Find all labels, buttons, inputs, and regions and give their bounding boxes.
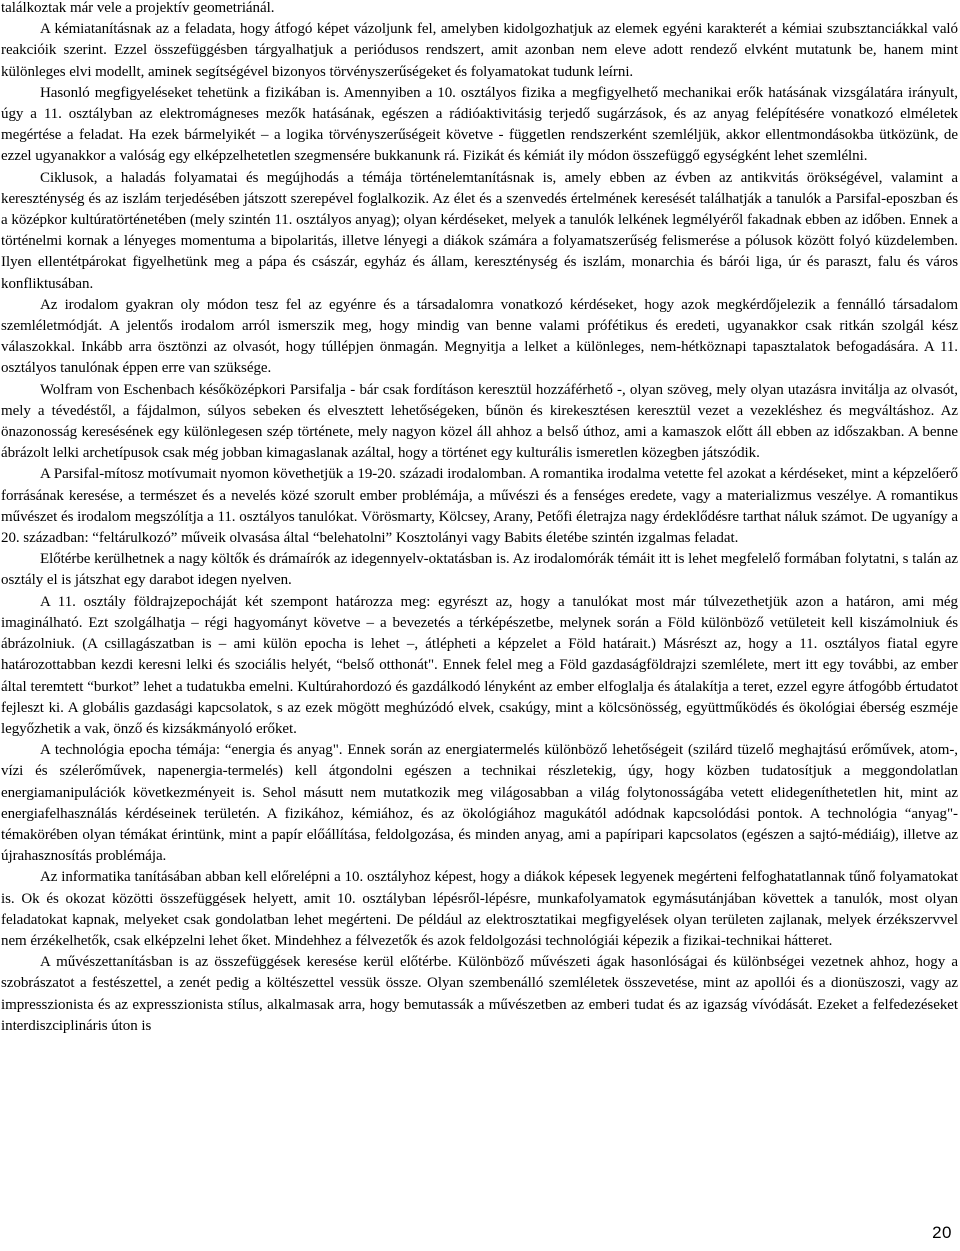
- paragraph-foreign-language: Előtérbe kerülhetnek a nagy költők és drámaírók az idegennyelv-oktatásban is. Az irodalomórák témáit itt is lehet megfelelő formában folytatni, s talán az osztály el is játszhat egy darabot idegen nyelven.: [1, 551, 958, 589]
- paragraph-literature: Az irodalom gyakran oly módon tesz fel az egyénre és a társadalomra vonatkozó kérdéseket, hogy azok megkérdőjelezik a fennálló társadalom szemléletmódját. A jelentős irodalom arról ismerszik meg, hogy mindig van benne valami prófétikus és eredeti, ugyanakkor csak ritkán szolgál kész válaszokkal. Inkább arra ösztönzi az olvasót, hogy túllépjen önmagán. Megnyitja a lelket a különleges, nem-hétköznapi tapasztalatok befogadására. A 11. osztályos tanulónak éppen erre van szüksége.: [1, 296, 958, 377]
- paragraph-chemistry: A kémiatanításnak az a feladata, hogy átfogó képet vázoljunk fel, amelyben kidolgozhatjuk az elemek egyéni karakterét a kémiai szubsztanciákkal való reakcióik szerint. Ezzel összefüggésben tárgyalhatjuk a periódusos rendszert, amit azonban nem eleve adott rendező elvként mutatunk be, hanem mint különleges elvi modellt, aminek segítségével bizonyos törvényszerűségeket és folyamatokat tudunk leírni.: [1, 21, 958, 80]
- paragraph-history: Ciklusok, a haladás folyamatai és megújhodás a témája történelemtanításnak is, amely ebben az évben az antikvitás örökségével, valamint a kereszténység és az iszlám terjedésében játszott szerepével foglalkozik. Az élet és a szenvedés értelmének keresését találhatják a tanulók a Parsifal-eposzban és a középkor kultúratörténetében (mely szintén 11. osztályos anyag); olyan kérdéseket, melyek a tanulók lelkének legmélyéről fakadnak ebben az időben. Ennek a történelmi kornak a lényeges momentuma a bipolaritás, illetve lényegi a diákok számára a folyamatszerűség felismerése a pólusok között folyó küzdelemben. Ilyen ellentétpárokat figyelhetünk meg a pápa és császár, egyház és állam, kereszténység és iszlám, monarchia és bárói liga, úr és paraszt, falu és város konfliktusában.: [1, 169, 958, 292]
- paragraph-parsifal: Wolfram von Eschenbach későközépkori Parsifalja - bár csak fordításon keresztül hozzáférhető -, olyan szöveg, mely olyan utazásra invitálja az olvasót, mely a tévedéstől, a fájdalmon, súlyos sebeken és elvesztett lehetőségeken, bűnön és kirekesztésen keresztül vezet a vezekléshez és megváltáshoz. Az önazonosság keresésének egy különlegesen szép története, mely nagyon közel áll ahhoz a belső úthoz, ami a kamaszok előtt áll ebben az időszakban. A benne ábrázolt lelki archetípusok csak még jobban kimagaslanak azáltal, hogy a történet egy kulturális ismeretlen közegben játszódik.: [1, 381, 958, 462]
- page-number: 20: [932, 1223, 952, 1242]
- paragraph-parsifal-myth: A Parsifal-mítosz motívumait nyomon követhetjük a 19-20. századi irodalomban. A romantika irodalma vetette fel azokat a kérdéseket, mint a képzelőerő forrásának keresése, a természet és a nevelés közé szorult ember problémája, a művészi és a fenséges eredete, vagy a materializmus veszélye. A romantikus művészet és irodalom megszólítja a 11. osztályos tanulókat. Vörösmarty, Kölcsey, Arany, Petőfi életrajza nagy érdeklődésre tarthat náluk számot. De ugyanígy a 20. században: “feltárulkozó” műveik olvasása által “belehatolni” Kosztolányi vagy Babits életébe szintén izgalmas feladat.: [1, 466, 958, 547]
- paragraph-art: A művészettanításban is az összefüggések keresése kerül előtérbe. Különböző művészeti ágak hasonlóságai és különbségei vezetnek ahhoz, hogy a szobrászatot a festészettel, a zenét pedig a költészettel vessük össze. Olyan szembenálló szemléletek összevetése, mint az apollói és a dionüszoszi, vagy az impresszionista és az expresszionista stílus, alkalmasak arra, hogy bemutassák a művészetben az emberi tudat és az igazság vívódását. Ezeket a felfedezéseket interdiszciplináris úton is: [1, 954, 958, 1034]
- paragraph-technology: A technológia epocha témája: “energia és anyag". Ennek során az energiatermelés különböző lehetőségeit (szilárd tüzelő meghajtású erőművek, atom-, vízi és szélerőművek, napenergia-termelés) kell átgondolni egészen a technikai részletekig, úgy, hogy közben tudatosítjuk a meggondolatlan energiamanipulációk következményeit is. Sehol másutt nem mutatkozik meg világosabban a világ folytonosságába vetett elidegeníthetetlen hit, mint az energiafelhasználás kérdéseinek területén. A fizikához, kémiához, és az ökológiához magukától adódnak kapcsolódási pontok. A technológia “anyag"-témakörében olyan témákat érintünk, mint a papír előállítása, feldolgozása, és minden anyag, ami a papíripari kapcsolatos (egészen a sajtó-médiáig), illetve az újrahasznosítás problémája.: [1, 742, 958, 865]
- document-body: [1, 0, 958, 1037]
- paragraph-physics: Hasonló megfigyeléseket tehetünk a fizikában is. Amennyiben a 10. osztályos fizika a megfigyelhető mechanikai erők hatásának vizsgálatára irányult, úgy a 11. osztályban az elektromágneses mezők hatásának, egészen a rádióaktivitásig terjedő sugárzások, és az anyag felépítésére vonatkozó elméletek megértése a feladat. Ha ezek bármelyikét – a logika törvényszerűségeit követve - független rendszerként szemléljük, akkor ellentmondásokba ütközünk, de ezzel ugyanakkor a valóság egy elképzelhetetlen szegmensére bukkanunk rá. Fizikát és kémiát ily módon összefüggő egységként lehet szemlélni.: [1, 84, 958, 165]
- paragraph-informatics: Az informatika tanításában abban kell előrelépni a 10. osztályhoz képest, hogy a diákok képesek legyenek megérteni felfoghatatlannak tűnő folyamatokat is. Ok és okozat közötti összefüggések helyett, amit 10. osztályban lépésről-lépésre, munkafolyamatok egymásutánjában követtek a tanulók, most olyan feladatokat kapnak, melyeket csak gondolatban lehet megérteni. De például az elektrosztatikai megfigyelések olyan területen zajlanak, melyek érzékszervvel nem érzékelhetők, csak elképzelni lehet őket. Mindehhez a félvezetők és azok feldolgozási technológiái képezik a fizikai-technikai hátteret.: [1, 869, 958, 949]
- paragraph-geography: A 11. osztály földrajzepocháját két szempont határozza meg: egyrészt az, hogy a tanulókat most már túlvezethetjük azon a határon, ami még imaginálható. Ezt szolgálhatja – régi hagyományt követve – a bevezetés a térképészetbe, melynek során a Föld különböző vetületeit kell kiszámolniuk és ábrázolniuk. (A csillagászatban is – ami külön epocha is lehet –, átlépheti a képzelet a Föld határait.) Másrészt az, hogy a 11. osztályos fiatal egyre határozottabban kezdi keresni lelki és szociális helyét, “belső otthonát". Ennek felel meg a Föld gazdaságföldrajzi szemlélete, mert itt egy további, az ember által teremtett “burkot” lehet a tudatukba emelni. Kultúrahordozó és gazdálkodó lényként az ember elfoglalja és átalakítja a teret, ezzel egyre átfogóbb értudatot fejleszt ki. A globális gazdasági kapcsolatok, s az ezek mögött meghúzódó elvek, csakúgy, mint a kölcsönösség, együttműködés és ökológiai éberség eszméje legyőzhetik a vak, önző és kizsákmányoló erőket.: [1, 593, 958, 737]
- paragraph-1: találkoztak már vele a projektív geometriánál.: [1, 0, 275, 16]
